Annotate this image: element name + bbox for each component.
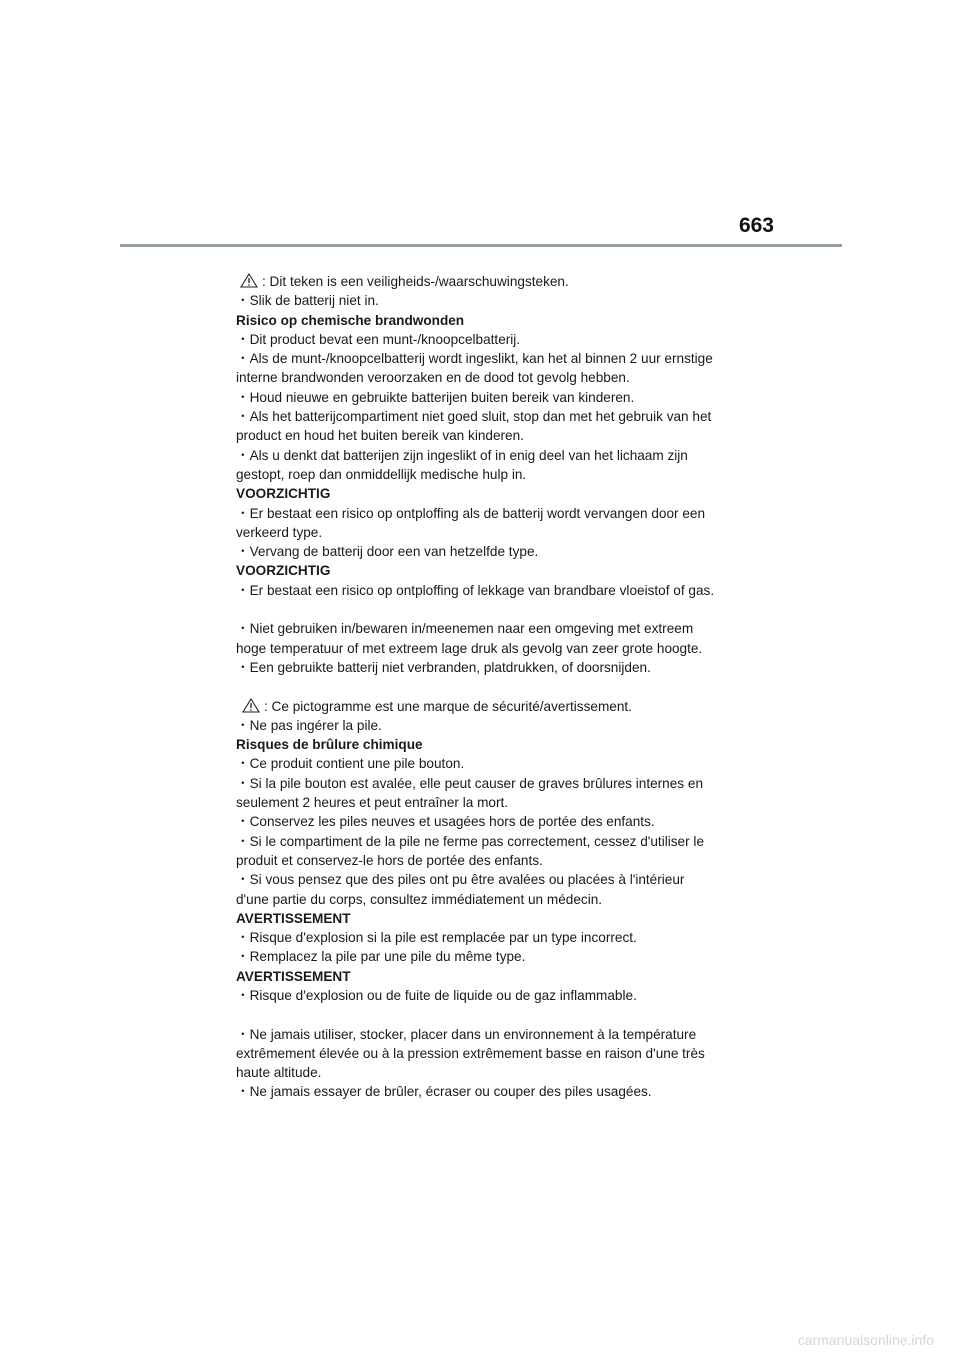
fr-line: ・Ne jamais essayer de brûler, écraser ou couper des piles usagées. bbox=[236, 1084, 652, 1100]
nl-line: ・Vervang de batterij door een van hetzelfde type. bbox=[236, 544, 539, 560]
fr-line: haute altitude. bbox=[236, 1065, 322, 1081]
fr-line: seulement 2 heures et peut entraîner la mort. bbox=[236, 795, 509, 811]
warning-triangle-icon bbox=[242, 698, 260, 713]
spacer bbox=[236, 1005, 726, 1024]
fr-line: ・Ce produit contient une pile bouton. bbox=[236, 756, 465, 772]
page-number: 663 bbox=[738, 214, 774, 237]
nl-line: interne brandwonden veroorzaken en de dood tot gevolg hebben. bbox=[236, 370, 630, 386]
spacer bbox=[236, 600, 726, 619]
fr-heading: Risques de brûlure chimique bbox=[236, 737, 423, 753]
nl-line: ・Als de munt-/knoopcelbatterij wordt ingeslikt, kan het al binnen 2 uur ernstige bbox=[236, 351, 713, 367]
nl-heading: VOORZICHTIG bbox=[236, 486, 331, 502]
nl-line: product en houd het buiten bereik van kinderen. bbox=[236, 428, 524, 444]
nl-warning-symbol-line bbox=[236, 272, 726, 291]
fr-line: ・Si vous pensez que des piles ont pu être avalées ou placées à l'intérieur bbox=[236, 872, 685, 888]
page-content bbox=[236, 272, 726, 1102]
nl-line: ・Houd nieuwe en gebruikte batterijen buiten bereik van kinderen. bbox=[236, 389, 635, 405]
fr-line: ・Ne pas ingérer la pile. bbox=[236, 717, 382, 733]
watermark: carmanualsonline.info bbox=[797, 1332, 934, 1348]
header-rule bbox=[120, 244, 842, 247]
nl-line: verkeerd type. bbox=[236, 524, 323, 540]
fr-line: d'une partie du corps, consultez immédiatement un médecin. bbox=[236, 891, 603, 907]
nl-heading: VOORZICHTIG bbox=[236, 563, 331, 579]
spacer bbox=[236, 677, 726, 696]
nl-line: ・Dit product bevat een munt-/knoopcelbatterij. bbox=[236, 331, 521, 347]
fr-line: ・Si la pile bouton est avalée, elle peut causer de graves brûlures internes en bbox=[236, 775, 703, 791]
fr-line: ・Risque d'explosion ou de fuite de liquide ou de gaz inflammable. bbox=[236, 987, 637, 1003]
fr-line: produit et conservez-le hors de portée des enfants. bbox=[236, 852, 543, 868]
nl-line: ・Slik de batterij niet in. bbox=[236, 293, 379, 309]
nl-warning-symbol-text: : Dit teken is een veiligheids-/waarschuwingsteken. bbox=[262, 274, 569, 289]
fr-line: ・Remplacez la pile par une pile du même type. bbox=[236, 949, 526, 965]
nl-line: ・Er bestaat een risico op ontploffing als de batterij wordt vervangen door een bbox=[236, 505, 706, 521]
nl-line: ・Als u denkt dat batterijen zijn ingeslikt of in enig deel van het lichaam zijn bbox=[236, 447, 688, 463]
nl-heading: Risico op chemische brandwonden bbox=[236, 312, 465, 328]
fr-heading: AVERTISSEMENT bbox=[236, 968, 351, 984]
nl-line: ・Als het batterijcompartiment niet goed sluit, stop dan met het gebruik van het bbox=[236, 409, 712, 425]
fr-line: ・Conservez les piles neuves et usagées hors de portée des enfants. bbox=[236, 814, 655, 830]
fr-warning-symbol-line bbox=[236, 697, 726, 716]
fr-line: extrêmement élevée ou à la pression extrêmement basse en raison d'une très bbox=[236, 1045, 705, 1061]
nl-line: gestopt, roep dan onmiddellijk medische hulp in. bbox=[236, 466, 527, 482]
fr-line: ・Ne jamais utiliser, stocker, placer dans un environnement à la température bbox=[236, 1026, 697, 1042]
nl-line: ・Er bestaat een risico op ontploffing of lekkage van brandbare vloeistof of gas. bbox=[236, 582, 715, 598]
nl-line: hoge temperatuur of met extreem lage druk als gevolg van zeer grote hoogte. bbox=[236, 640, 703, 656]
nl-line: ・Een gebruikte batterij niet verbranden, platdrukken, of doorsnijden. bbox=[236, 659, 651, 675]
warning-triangle-icon bbox=[240, 273, 258, 288]
fr-heading: AVERTISSEMENT bbox=[236, 910, 351, 926]
nl-line: ・Niet gebruiken in/bewaren in/meenemen naar een omgeving met extreem bbox=[236, 621, 694, 637]
fr-line: ・Si le compartiment de la pile ne ferme pas correctement, cessez d'utiliser le bbox=[236, 833, 705, 849]
fr-warning-symbol-text: : Ce pictogramme est une marque de sécurité/avertissement. bbox=[264, 698, 632, 714]
fr-line: ・Risque d'explosion si la pile est remplacée par un type incorrect. bbox=[236, 930, 637, 946]
